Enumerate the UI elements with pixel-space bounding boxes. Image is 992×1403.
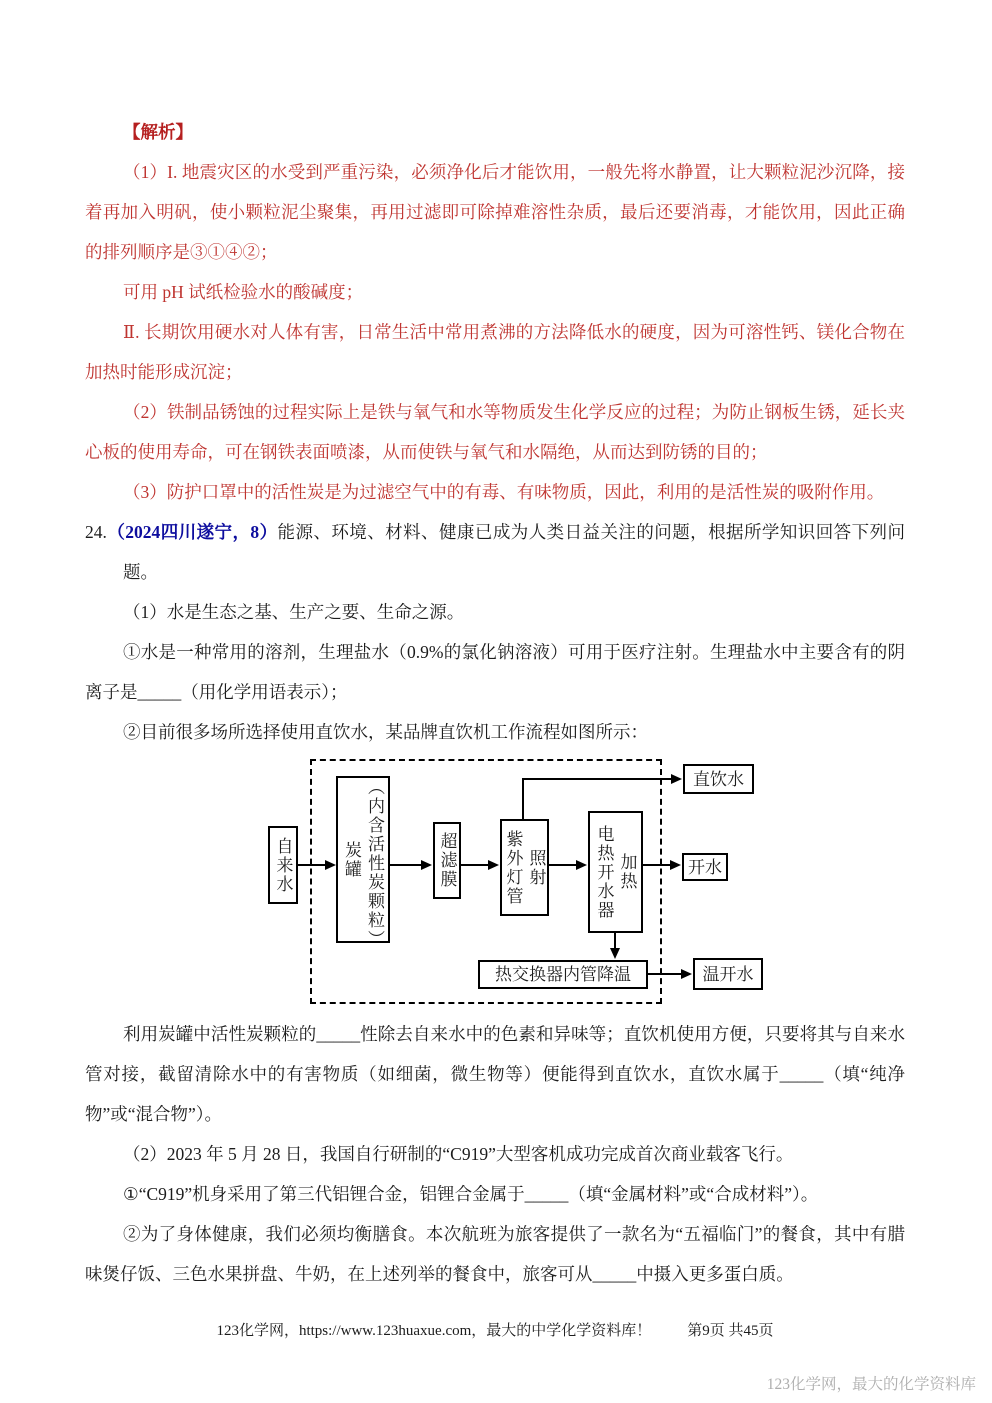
question-number: 24.	[85, 522, 107, 542]
question-part1-item2: ②目前很多场所选择使用直饮水，某品牌直饮机工作流程如图所示：	[123, 722, 648, 742]
flow-node-electric-heater	[588, 811, 643, 933]
analysis-paragraph-5: （3）防护口罩中的活性炭是为过滤空气中的有毒、有味物质，因此，利用的是活性炭的吸附作用。	[123, 482, 885, 502]
arrow-exchanger-to-warm-water	[648, 973, 682, 975]
flow-node-note: （内含活性炭颗粒）	[365, 778, 384, 949]
arrow-heater-to-exchanger	[614, 933, 616, 949]
line-uv-up-segment	[522, 779, 524, 820]
flow-node-action: 照射	[526, 848, 546, 887]
flow-node-label: 超滤膜	[437, 832, 457, 889]
flow-node-warm-water	[693, 958, 763, 990]
flow-node-carbon-canister	[336, 776, 390, 949]
flow-node-direct-drinking-water	[683, 764, 754, 794]
question-intro: 能源、环境、材料、健康已成为人类日益关注的问题，根据所学知识回答下列问题。	[123, 522, 906, 582]
question-source-tag: （2024四川遂宁，8）	[106, 522, 278, 542]
flow-node-label: 炭罐	[342, 840, 361, 879]
arrow-heater-to-boiling-water	[643, 864, 671, 866]
flow-node-label: 温开水	[702, 964, 754, 984]
flow-node-label: 电热开水器	[594, 824, 614, 920]
analysis-paragraph-4: （2）铁制品锈蚀的过程实际上是铁与氧气和水等物质发生化学反应的过程；为防止钢板生锈，延长夹心板的使用寿命，可在钢铁表面喷漆，从而使铁与氧气和水隔绝，从而达到防锈的目的；	[85, 402, 905, 462]
analysis-paragraph-3: Ⅱ. 长期饮用硬水对人体有害，日常生活中常用煮沸的方法降低水的硬度，因为可溶性钙、镁化合物在加热时能形成沉淀；	[85, 322, 905, 382]
flow-node-label: 紫外灯管	[503, 829, 523, 906]
arrow-tap-to-carbon	[298, 864, 326, 866]
analysis-paragraph-2: 可用 pH 试纸检验水的酸碱度；	[123, 282, 364, 302]
question-part2-item1: ①“C919”机身采用了第三代铝锂合金，铝锂合金属于_____（填“金属材料”或“合成材料”）。	[123, 1184, 819, 1204]
flow-node-tap-water	[268, 826, 298, 904]
page-footer	[85, 1320, 905, 1342]
flow-node-ultrafiltration-membrane	[433, 822, 461, 899]
question-24	[85, 512, 905, 592]
footer-site-info: 123化学网，https://www.123huaxue.com，最大的中学化学资料库！	[216, 1323, 652, 1339]
question-part2-item2: ②为了身体健康，我们必须均衡膳食。本次航班为旅客提供了一款名为“五福临门”的餐食，其中有腊味煲仔饭、三色水果拼盘、牛奶，在上述列举的餐食中，旅客可从_____中摄入更多蛋白质。	[85, 1224, 905, 1284]
flow-node-boiling-water	[682, 853, 728, 881]
footer-page-indicator: 第9页 共45页	[687, 1323, 774, 1339]
analysis-header: 【解析】	[123, 122, 193, 142]
arrow-ultrafilter-to-uv	[461, 864, 489, 866]
flow-node-heat-exchanger	[478, 960, 648, 989]
question-part1-after-diagram: 利用炭罐中活性炭颗粒的_____性除去自来水中的色素和异味等；直饮机使用方便，只要将其与自来水管对接，截留清除水中的有害物质（如细菌，微生物等）便能得到直饮水，直饮水属于_____（填“纯净物”或“混合物”）。	[85, 1024, 905, 1124]
arrow-uv-to-direct-water	[522, 778, 672, 780]
question-part1-title: （1）水是生态之基、生产之要、生命之源。	[123, 602, 465, 622]
arrow-carbon-to-ultrafilter	[390, 864, 422, 866]
flow-node-action: 加热	[617, 853, 637, 891]
water-purifier-flow-diagram	[85, 756, 905, 1014]
flow-node-label: 热交换器内管降温	[495, 965, 631, 984]
flow-node-label: 开水	[688, 857, 722, 877]
corner-watermark: 123化学网，最大的化学资料库	[766, 1376, 976, 1393]
arrow-uv-to-heater	[549, 864, 577, 866]
question-part2-title: （2）2023 年 5 月 28 日，我国自行研制的“C919”大型客机成功完成首次商业载客飞行。	[123, 1144, 794, 1164]
flow-node-label: 自来水	[273, 836, 293, 894]
flow-node-label: 直饮水	[693, 769, 744, 789]
flow-node-uv-lamp	[500, 819, 549, 916]
question-part1-item1: ①水是一种常用的溶剂，生理盐水（0.9%的氯化钠溶液）可用于医疗注射。生理盐水中主要含有的阴离子是_____（用化学用语表示）；	[85, 642, 905, 702]
analysis-paragraph-1: （1）I. 地震灾区的水受到严重污染，必须净化后才能饮用，一般先将水静置，让大颗粒泥沙沉降，接着再加入明矾，使小颗粒泥尘聚集，再用过滤即可除掉难溶性杂质，最后还要消毒，才能饮用，因此正确的排列顺序是③①④②；	[85, 162, 905, 262]
